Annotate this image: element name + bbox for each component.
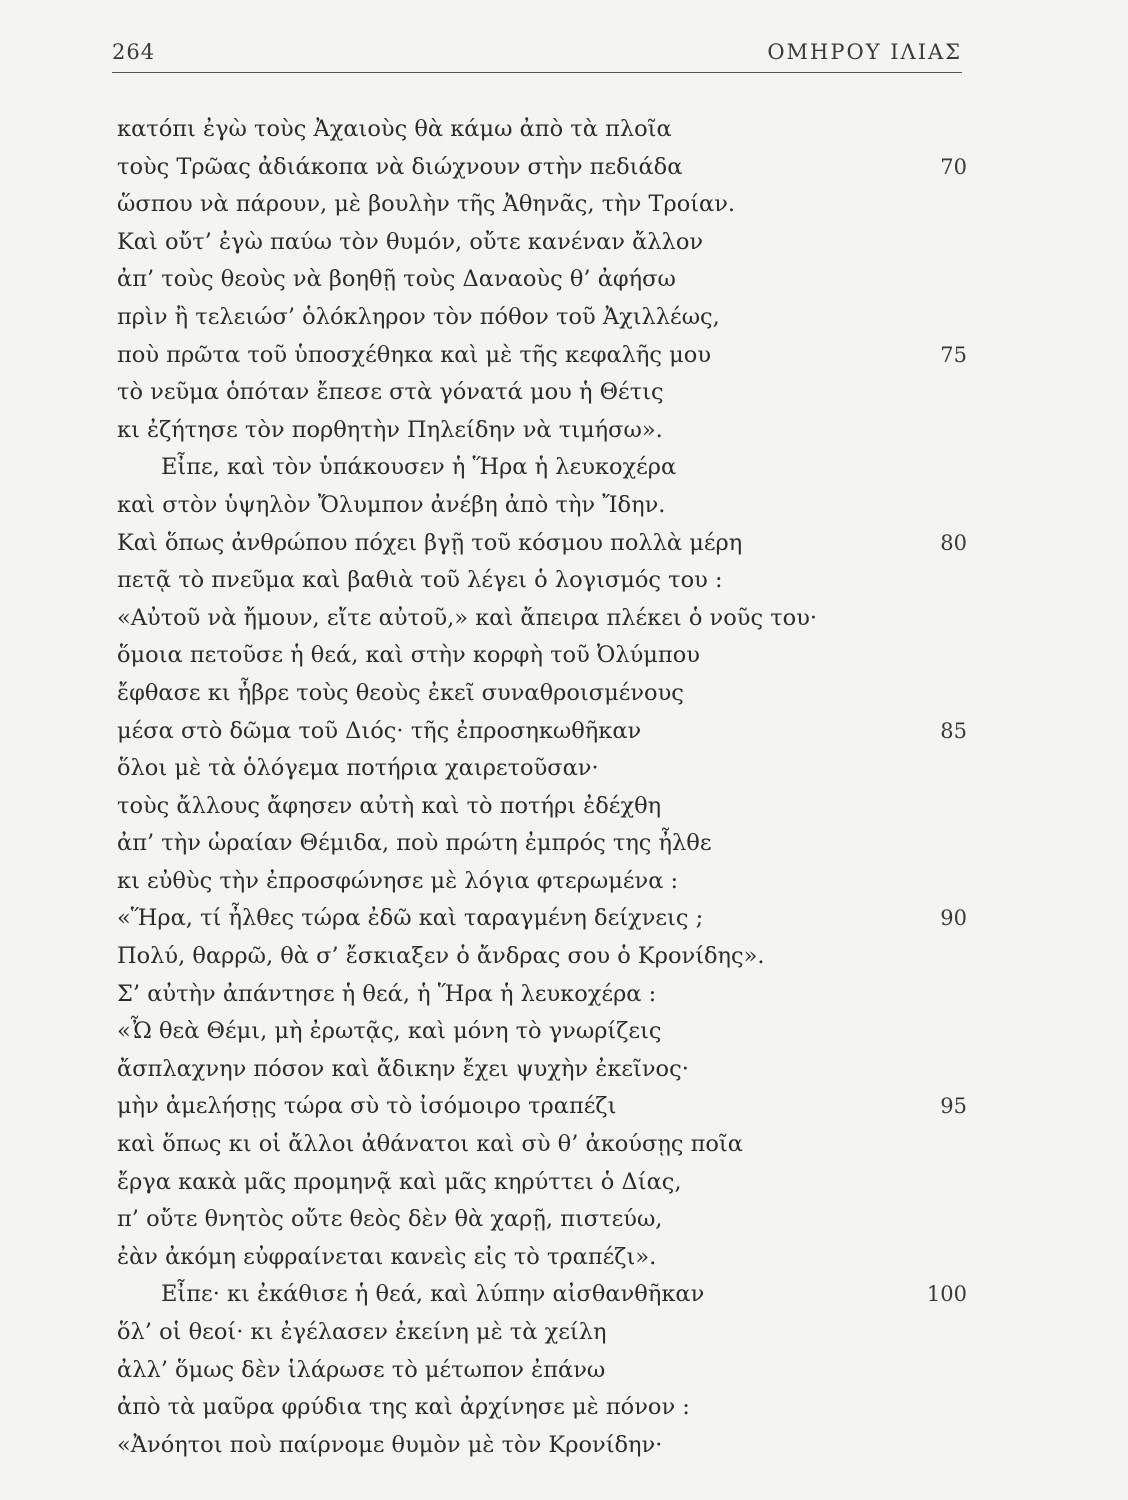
verse-line (117, 675, 967, 713)
verse-text: «Αὐτοῦ νὰ ἤμουν, εἴτε αὐτοῦ,» καὶ ἄπειρα πλέκει ὁ νοῦς του· (117, 604, 818, 631)
line-number: 90 (940, 906, 967, 931)
verse-line (117, 1276, 967, 1314)
verse-text: ἀπὸ τὰ μαῦρα φρύδια της καὶ ἀρχίνησε μὲ πόνον : (117, 1394, 690, 1421)
verse-line (117, 261, 967, 299)
verse-text: Καὶ οὔτ’ ἐγὼ παύω τὸν θυμόν, οὔτε κανέναν ἄλλον (117, 228, 704, 255)
verse-text: κι εὐθὺς τὴν ἐπροσφώνησε μὲ λόγια φτερωμένα : (117, 867, 679, 894)
line-number: 85 (940, 718, 967, 743)
verse-text: «Ἀνόητοι ποὺ παίρνομε θυμὸν μὲ τὸν Κρονίδην· (117, 1431, 663, 1458)
verse-text: ἐὰν ἀκόμη εὐφραίνεται κανεὶς εἰς τὸ τραπέζι». (117, 1243, 657, 1270)
verse-text: κατόπι ἐγὼ τοὺς Ἀχαιοὺς θὰ κάμω ἀπὸ τὰ πλοῖα (117, 116, 672, 142)
verse-line (117, 938, 967, 976)
verse-line (117, 1201, 967, 1239)
verse-line (117, 525, 967, 563)
verse-text: καὶ στὸν ὑψηλὸν Ὄλυμπον ἀνέβη ἀπὸ τὴν Ἴδην. (117, 491, 666, 518)
verse-text: Εἶπε, καὶ τὸν ὑπάκουσεν ἡ Ἥρα ἡ λευκοχέρα (161, 454, 677, 481)
page-number: 264 (112, 40, 156, 64)
verse-line (117, 1239, 967, 1277)
verse-line (117, 1051, 967, 1089)
verse-line (117, 863, 967, 901)
header-rule (112, 72, 962, 73)
verse-line (117, 299, 967, 337)
verse-line (117, 111, 967, 149)
verse-text: ὅλοι μὲ τὰ ὁλόγεμα ποτήρια χαιρετοῦσαν· (117, 755, 599, 782)
verse-text: ὥσπου νὰ πάρουν, μὲ βουλὴν τῆς Ἀθηνᾶς, τὴν Τροίαν. (117, 191, 736, 218)
verse-line (117, 149, 967, 187)
verse-text: πετᾷ τὸ πνεῦμα καὶ βαθιὰ τοῦ λέγει ὁ λογισμός του : (117, 567, 723, 594)
verse-line (117, 1427, 967, 1465)
verse-text: μέσα στὸ δῶμα τοῦ Διός· τῆς ἐπροσηκωθῆκαν (117, 717, 642, 744)
verse-line (117, 562, 967, 600)
verse-text: κι ἐζήτησε τὸν πορθητὴν Πηλείδην νὰ τιμήσω». (117, 416, 663, 443)
verse-line (117, 1126, 967, 1164)
verse-line (117, 1389, 967, 1427)
verse-line (117, 1088, 967, 1126)
line-number: 80 (940, 530, 967, 555)
verse-line (117, 750, 967, 788)
verse-text: ὅμοια πετοῦσε ἡ θεά, καὶ στὴν κορφὴ τοῦ Ὀλύμπου (117, 642, 700, 669)
verse-text: ἔφθασε κι ἦβρε τοὺς θεοὺς ἐκεῖ συναθροισμένους (117, 679, 684, 706)
verse-line (117, 900, 967, 938)
verse-line (117, 374, 967, 412)
verse-text: Καὶ ὅπως ἀνθρώπου πόχει βγῇ τοῦ κόσμου πολλὰ μέρη (117, 529, 743, 556)
verse-text: ποὺ πρῶτα τοῦ ὑποσχέθηκα καὶ μὲ τῆς κεφαλῆς μου (117, 341, 712, 368)
verse-text: ἀπ’ τὴν ὡραίαν Θέμιδα, ποὺ πρώτη ἐμπρός της ἦλθε (117, 830, 712, 857)
verse-line (117, 224, 967, 262)
verse-text: π’ οὔτε θνητὸς οὔτε θεὸς δὲν θὰ χαρῇ, πιστεύω, (117, 1206, 663, 1233)
verse-text: «Ὦ θεὰ Θέμι, μὴ ἐρωτᾷς, καὶ μόνη τὸ γνωρίζεις (117, 1018, 662, 1045)
verse-text: πρὶν ἢ τελειώσ’ ὁλόκληρον τὸν πόθον τοῦ Ἀχιλλέως, (117, 303, 720, 330)
verse-text: ἔργα κακὰ μᾶς προμηνᾷ καὶ μᾶς κηρύττει ὁ Δίας, (117, 1168, 682, 1195)
verse-line (117, 412, 967, 450)
verse-text: ἄσπλαχνην πόσον καὶ ἄδικην ἔχει ψυχὴν ἐκεῖνος· (117, 1055, 689, 1082)
page-header (112, 40, 962, 74)
verse-text: ὅλ’ οἱ θεοί· κι ἐγέλασεν ἐκείνη μὲ τὰ χείλη (117, 1319, 607, 1345)
verse-text: Σ’ αὐτὴν ἀπάντησε ἡ θεά, ἡ Ἥρα ἡ λευκοχέρα : (117, 980, 657, 1007)
verse-line (117, 600, 967, 638)
running-head: ΟΜΗΡΟΥ ΙΛΙΑΣ (767, 40, 962, 64)
verse-text: τοὺς Τρῶας ἀδιάκοπα νὰ διώχνουν στὴν πεδιάδα (117, 153, 683, 180)
line-number: 75 (940, 342, 967, 367)
line-number: 70 (940, 154, 967, 179)
poem-text (117, 111, 967, 1464)
verse-line (117, 1314, 967, 1352)
verse-line (117, 976, 967, 1014)
verse-text: Εἶπε· κι ἐκάθισε ἡ θεά, καὶ λύπην αἰσθανθῆκαν (161, 1281, 705, 1308)
verse-line (117, 487, 967, 525)
verse-text: μὴν ἀμελήσῃς τώρα σὺ τὸ ἰσόμοιρο τραπέζι (117, 1093, 617, 1120)
verse-line (117, 825, 967, 863)
verse-text: ἀπ’ τοὺς θεοὺς νὰ βοηθῇ τοὺς Δαναοὺς θ’ ἀφήσω (117, 266, 676, 293)
verse-text: ἀλλ’ ὅμως δὲν ἱλάρωσε τὸ μέτωπον ἐπάνω (117, 1356, 606, 1383)
verse-line (117, 713, 967, 751)
line-number: 100 (926, 1282, 967, 1307)
verse-text: τὸ νεῦμα ὁπόταν ἔπεσε στὰ γόνατά μου ἡ Θέτις (117, 379, 664, 406)
verse-line (117, 449, 967, 487)
verse-text: Πολύ, θαρρῶ, θὰ σ’ ἔσκιαξεν ὁ ἄνδρας σου ὁ Κρονίδης». (117, 943, 765, 970)
verse-line (117, 788, 967, 826)
verse-line (117, 1352, 967, 1390)
line-number: 95 (940, 1094, 967, 1119)
verse-text: «Ἥρα, τί ἦλθες τώρα ἐδῶ καὶ ταραγμένη δείχνεις ; (117, 905, 704, 932)
verse-line (117, 637, 967, 675)
verse-line (117, 337, 967, 375)
verse-line (117, 1013, 967, 1051)
verse-text: τοὺς ἄλλους ἄφησεν αὐτὴ καὶ τὸ ποτήρι ἐδέχθη (117, 792, 662, 819)
verse-line (117, 186, 967, 224)
verse-text: καὶ ὅπως κι οἱ ἄλλοι ἀθάνατοι καὶ σὺ θ’ ἀκούσῃς ποῖα (117, 1131, 743, 1158)
verse-line (117, 1164, 967, 1202)
